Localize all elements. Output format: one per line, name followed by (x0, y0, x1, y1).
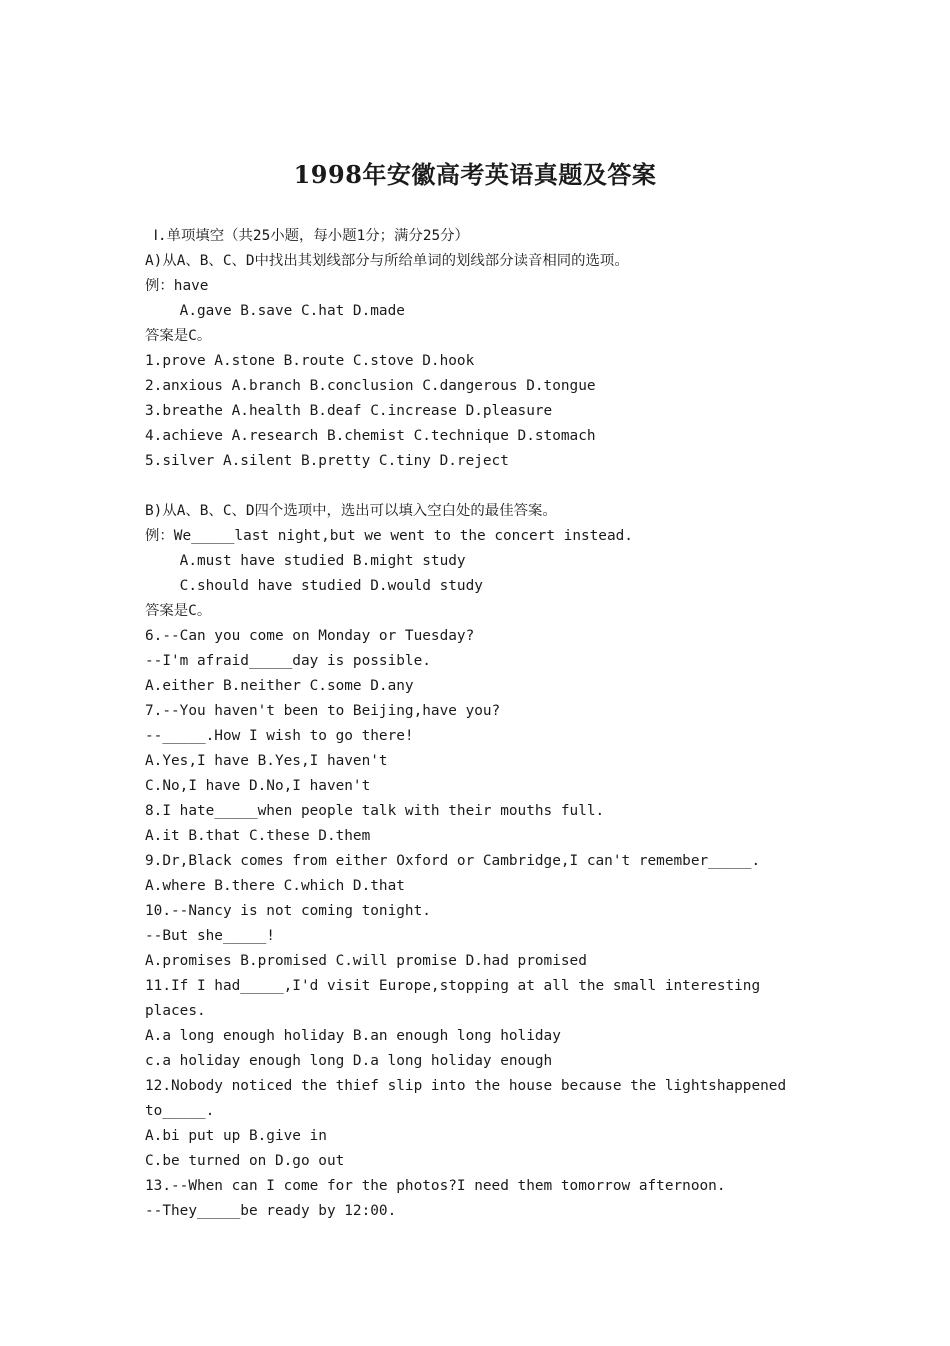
text-line: B)从A、B、C、D四个选项中，选出可以填入空白处的最佳答案。 (145, 503, 557, 519)
text-line: 2.anxious A.branch B.conclusion C.dangerous D.tongue (145, 378, 596, 394)
text-line: --_____.How I wish to go there! (145, 728, 414, 744)
text-line: C.be turned on D.go out (145, 1153, 345, 1169)
text-line: 11.If I had_____,I'd visit Europe,stopping at all the small interesting (145, 978, 761, 994)
text-line: 答案是C。 (145, 328, 212, 344)
text-line: A.bi put up B.give in (145, 1128, 327, 1144)
text-line: A.either B.neither C.some D.any (145, 678, 414, 694)
text-line: 3.breathe A.health B.deaf C.increase D.pleasure (145, 403, 553, 419)
document-body (145, 224, 805, 1224)
text-line: c.a holiday enough long D.a long holiday enough (145, 1053, 553, 1069)
text-line: places. (145, 1003, 206, 1019)
document-title: 1998年安徽高考英语真题及答案 (293, 160, 657, 189)
text-line: A.must have studied B.might study (145, 553, 466, 569)
text-line: A.a long enough holiday B.an enough long holiday (145, 1028, 561, 1044)
text-line: A)从A、B、C、D中找出其划线部分与所给单词的划线部分读音相同的选项。 (145, 253, 629, 269)
text-line: 例：We_____last night,but we went to the concert instead. (145, 528, 633, 544)
text-line: --I'm afraid_____day is possible. (145, 653, 431, 669)
text-line: --They_____be ready by 12:00. (145, 1203, 397, 1219)
text-line: A.where B.there C.which D.that (145, 878, 405, 894)
text-line: Ⅰ.单项填空（共25小题，每小题1分；满分25分） (145, 228, 469, 244)
text-line: 例：have (145, 278, 209, 294)
text-line: C.No,I have D.No,I haven't (145, 778, 371, 794)
text-line: --But she_____! (145, 928, 275, 944)
text-line: 12.Nobody noticed the thief slip into the house because the lightshappened (145, 1078, 787, 1094)
text-line: C.should have studied D.would study (145, 578, 483, 594)
text-line: 9.Dr,Black comes from either Oxford or Cambridge,I can't remember_____. (145, 853, 761, 869)
text-line: 4.achieve A.research B.chemist C.technique D.stomach (145, 428, 596, 444)
text-line: 5.silver A.silent B.pretty C.tiny D.reject (145, 453, 509, 469)
text-line: 8.I hate_____when people talk with their mouths full. (145, 803, 605, 819)
text-line: 7.--You haven't been to Beijing,have you? (145, 703, 501, 719)
text-line: 13.--When can I come for the photos?I need them tomorrow afternoon. (145, 1178, 726, 1194)
text-line: 1.prove A.stone B.route C.stove D.hook (145, 353, 475, 369)
text-line: A.it B.that C.these D.them (145, 828, 371, 844)
text-line: A.gave B.save C.hat D.made (145, 303, 405, 319)
text-line: A.Yes,I have B.Yes,I haven't (145, 753, 388, 769)
text-line: 答案是C。 (145, 603, 212, 619)
text-line: to_____. (145, 1103, 215, 1119)
text-line: A.promises B.promised C.will promise D.had promised (145, 953, 587, 969)
text-line: 10.--Nancy is not coming tonight. (145, 903, 431, 919)
blank-line (145, 474, 805, 499)
text-line: 6.--Can you come on Monday or Tuesday? (145, 628, 475, 644)
